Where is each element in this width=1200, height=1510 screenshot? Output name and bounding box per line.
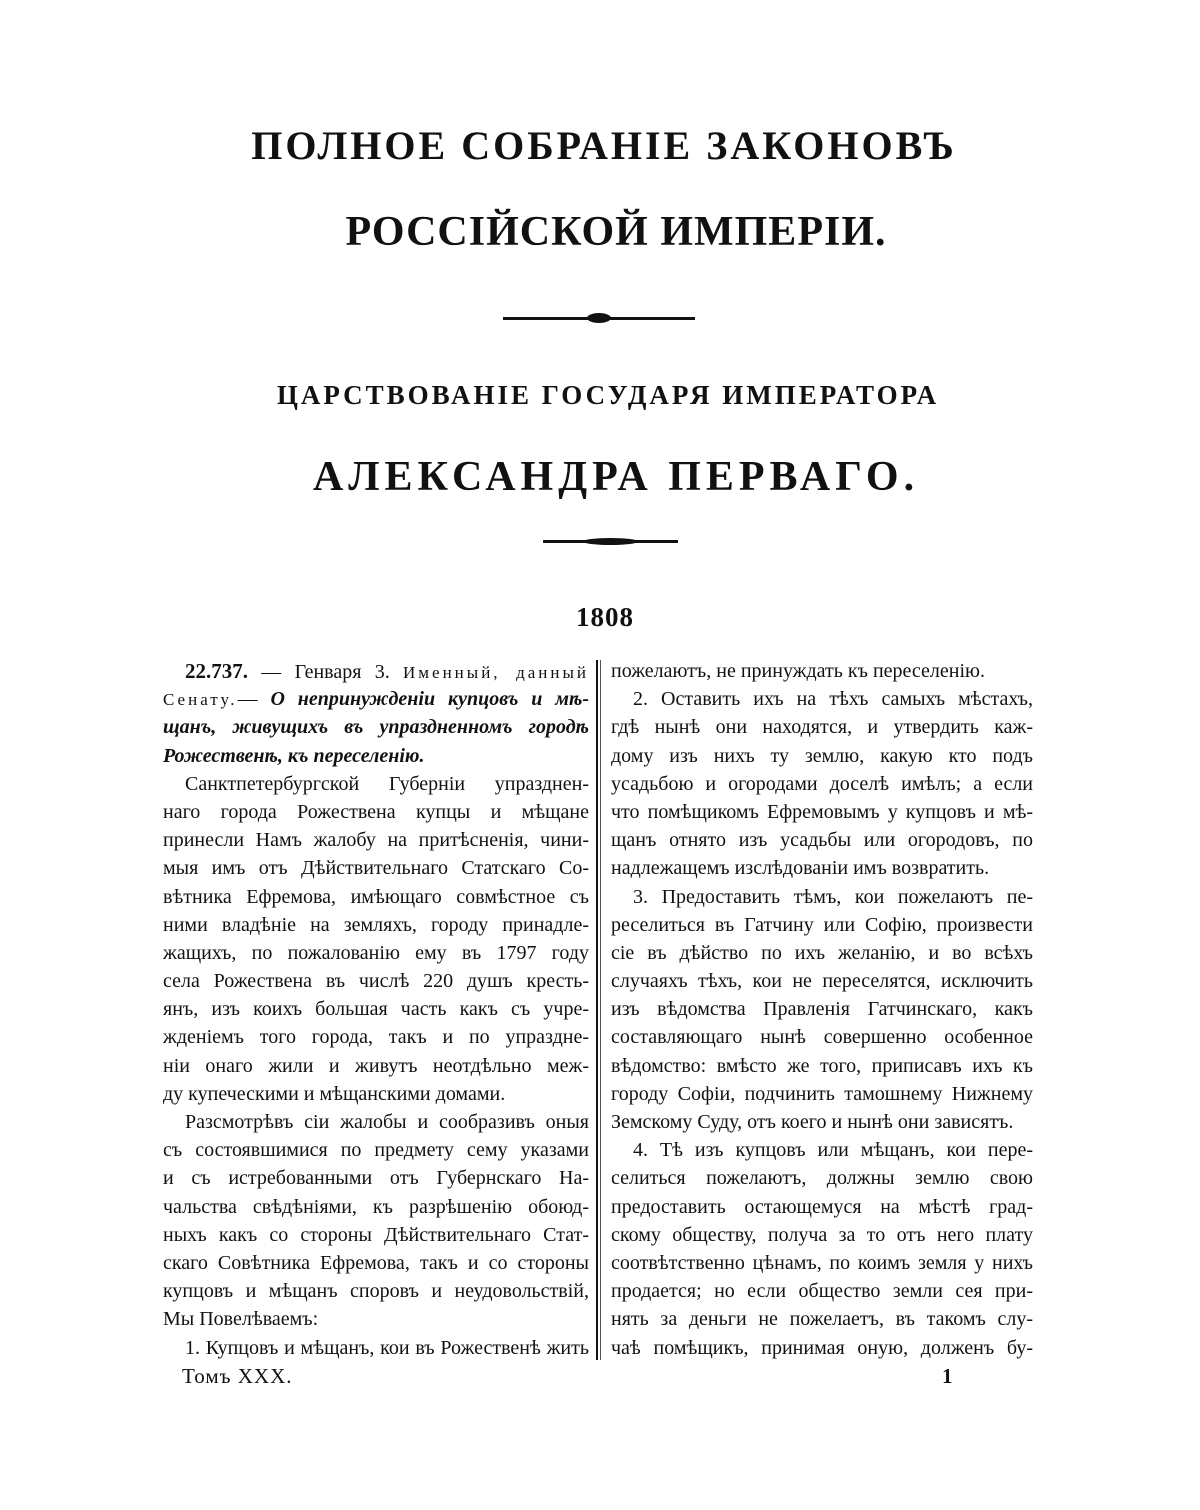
text-line: щанъ отнято изъ усадьбы или огородовъ, по xyxy=(611,829,1033,852)
right-body xyxy=(611,657,1033,1362)
text-line: мыя имъ отъ Дѣйствительнаго Статскаго Со- xyxy=(163,857,589,880)
collection-title: ПОЛНОЕ СОБРАНІЕ ЗАКОНОВЪ xyxy=(251,123,957,168)
text-line: ніи онаго жили и живутъ неотдѣльно меж- xyxy=(163,1054,589,1077)
text-line: усадьбою и огородами доселѣ имѣлъ; а если xyxy=(611,772,1033,795)
dash: — xyxy=(237,688,258,711)
text-line: что помѣщикомъ Ефремовымъ у купцовъ и мѣ- xyxy=(611,800,1033,823)
text-line: села Рожествена въ числѣ 220 душъ кресть- xyxy=(163,970,589,993)
text-line: ними владѣніе на земляхъ, городу принадле- xyxy=(163,913,589,936)
page-number: 1 xyxy=(942,1364,953,1388)
text-line: изъ вѣдомства Правленія Гатчинскаго, какъ xyxy=(611,998,1033,1021)
law-heading-line xyxy=(163,657,589,685)
text-line: и съ истребованными отъ Губернскаго На- xyxy=(163,1167,589,1190)
column-divider xyxy=(600,660,601,1360)
year-heading: 1808 xyxy=(576,602,634,632)
text-line: гдѣ нынѣ они находятся, и утвердить каж- xyxy=(611,716,1033,739)
law-addressee: Сенату. xyxy=(163,690,238,710)
text-line: скаго Совѣтника Ефремова, такъ и со стороны xyxy=(163,1251,589,1274)
law-number: 22.737. xyxy=(185,659,248,683)
text-line: ду купеческими и мѣщанскими домами. xyxy=(163,1082,506,1105)
text-line: Земскому Суду, отъ коего и нынѣ они зависятъ. xyxy=(611,1111,1014,1133)
text-line: Мы Повелѣваемъ: xyxy=(163,1308,319,1331)
text-line: пожелаютъ, не принуждать къ переселенію. xyxy=(611,660,985,682)
collection-subtitle: РОССІЙСКОЙ ИМПЕРІИ. xyxy=(345,209,887,255)
ornament-divider xyxy=(543,540,678,543)
reign-heading: ЦАРСТВОВАНІЕ ГОСУДАРЯ ИМПЕРАТОРА xyxy=(276,380,940,410)
text-line: надлежащемъ изслѣдованіи имъ возвратить. xyxy=(611,857,990,880)
text-line: случаяхъ тѣхъ, кои не переселятся, исключить xyxy=(611,970,1033,993)
law-subject: О непринужденіи купцовъ и мѣ- xyxy=(270,688,589,711)
text-line: наго города Рожествена купцы и мѣщане xyxy=(163,800,589,823)
law-heading-line xyxy=(163,685,589,713)
column-divider xyxy=(596,660,598,1360)
text-line: чаѣ помѣщикъ, принимая оную, долженъ бу- xyxy=(611,1336,1033,1359)
text-line: съ состоявшимися по предмету сему указами xyxy=(163,1139,589,1162)
text-line: 3. Предоставить тѣмъ, кои пожелаютъ пе- xyxy=(633,885,1033,908)
text-line: янъ, изъ коихъ большая часть какъ съ учре- xyxy=(163,998,589,1021)
text-line: Разсмотрѣвъ сіи жалобы и сообразивъ оныя xyxy=(185,1111,589,1133)
text-line: жащихъ, по пожалованію ему въ 1797 году xyxy=(163,941,589,964)
text-line: селиться пожелаютъ, должны землю свою xyxy=(611,1167,1033,1190)
text-line: скому обществу, получа за то отъ него плату xyxy=(611,1223,1033,1246)
left-column xyxy=(163,657,589,1362)
law-date: — Генваря 3. xyxy=(261,661,390,683)
text-line: ныхъ какъ со стороны Дѣйствительнаго Стат- xyxy=(163,1223,589,1246)
law-subject: щанъ, живущихъ въ упраздненномъ городѣ xyxy=(163,716,589,739)
ornament-divider xyxy=(503,317,695,320)
emperor-name: АЛЕКСАНДРА ПЕРВАГО. xyxy=(312,454,920,500)
text-line: вѣдомство: вмѣсто же того, приписавъ ихъ къ xyxy=(611,1054,1033,1077)
right-column xyxy=(611,657,1033,1362)
text-line: вѣтника Ефремова, имѣющаго совмѣстное съ xyxy=(163,885,589,908)
text-line: нять за деньги не пожелаетъ, въ такомъ слу- xyxy=(611,1308,1033,1331)
text-line: принесли Намъ жалобу на притѣсненія, чини- xyxy=(163,829,589,852)
text-line: жденіемъ того города, такъ и по упраздне- xyxy=(163,1026,589,1049)
law-type: Именный, данный xyxy=(403,663,589,682)
text-line: 4. Тѣ изъ купцовъ или мѣщанъ, кои пере- xyxy=(633,1139,1033,1162)
text-line: дому изъ нихъ ту землю, какую кто подъ xyxy=(611,744,1033,767)
text-line: сіе въ дѣйство по ихъ желанію, и во всѣхъ xyxy=(611,941,1033,964)
text-line: чальства свѣдѣніями, къ разрѣшенію обоюд- xyxy=(163,1195,589,1218)
volume-label: Томъ XXX. xyxy=(182,1364,293,1388)
law-subject: Рожественѣ, къ переселенію. xyxy=(163,744,425,767)
text-line: купцовъ и мѣщанъ споровъ и неудовольствій, xyxy=(163,1280,589,1303)
text-line: реселиться въ Гатчину или Софію, произвести xyxy=(611,913,1033,936)
left-body xyxy=(163,770,589,1362)
text-line: 2. Оставить ихъ на тѣхъ самыхъ мѣстахъ, xyxy=(633,688,1033,711)
text-line: продается; но если общество земли сея при- xyxy=(611,1280,1033,1303)
text-line: 1. Купцовъ и мѣщанъ, кои въ Рожественѣ жить xyxy=(185,1336,589,1359)
text-line: составляющаго нынѣ совершенно особенное xyxy=(611,1026,1033,1049)
text-line: Санктпетербургской Губерніи упразднен- xyxy=(185,772,589,795)
text-line: городу Софіи, подчинить тамошнему Нижнему xyxy=(611,1082,1033,1105)
text-line: соотвѣтственно цѣнамъ, по коимъ земля у нихъ xyxy=(611,1251,1033,1274)
text-line: предоставить остающемуся на мѣстѣ град- xyxy=(611,1195,1033,1218)
